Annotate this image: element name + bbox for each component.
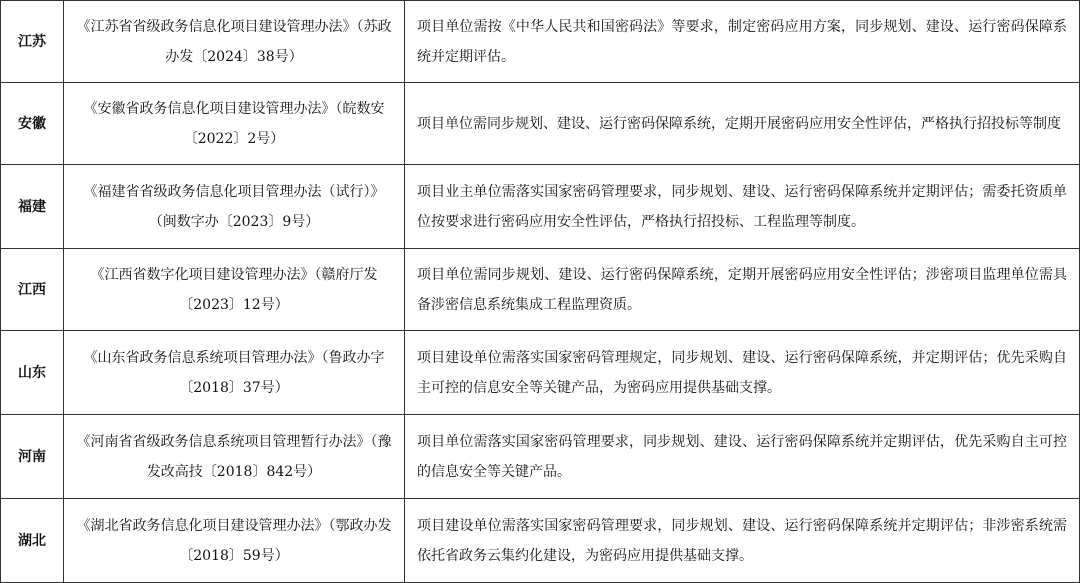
province-cell: 江西 [1,249,64,331]
requirement-cell: 项目单位需按《中华人民共和国密码法》等要求，制定密码应用方案，同步规划、建设、运行密码保障系统并定期评估。 [405,1,1080,83]
province-cell: 安徽 [1,83,64,165]
province-cell: 河南 [1,415,64,499]
law-cell: 《湖北省政务信息化项目建设管理办法》（鄂政办发〔2018〕59号） [64,499,405,583]
law-cell: 《江西省数字化项目建设管理办法》（赣府厅发〔2023〕12号） [64,249,405,331]
requirement-cell: 项目业主单位需落实国家密码管理要求，同步规划、建设、运行密码保障系统并定期评估；需委托资质单位按要求进行密码应用安全性评估，严格执行招投标、工程监理等制度。 [405,165,1080,249]
law-cell: 《河南省省级政务信息系统项目管理暂行办法》（豫发改高技〔2018〕842号） [64,415,405,499]
requirement-cell: 项目建设单位需落实国家密码管理规定，同步规划、建设、运行密码保障系统，并定期评估；优先采购自主可控的信息安全等关键产品，为密码应用提供基础支撑。 [405,331,1080,415]
province-cell: 湖北 [1,499,64,583]
requirement-cell: 项目单位需同步规划、建设、运行密码保障系统，定期开展密码应用安全性评估，严格执行招投标等制度 [405,83,1080,165]
province-cell: 福建 [1,165,64,249]
table-row [1,415,1080,499]
law-cell: 《山东省政务信息系统项目管理办法》（鲁政办字〔2018〕37号） [64,331,405,415]
table-row [1,83,1080,165]
law-cell: 《福建省省级政务信息化项目管理办法（试行）》（闽数字办〔2023〕9号） [64,165,405,249]
requirement-cell: 项目建设单位需落实国家密码管理要求，同步规划、建设、运行密码保障系统并定期评估；非涉密系统需依托省政务云集约化建设，为密码应用提供基础支撑。 [405,499,1080,583]
table-row [1,331,1080,415]
table-row [1,1,1080,83]
table-row [1,165,1080,249]
requirement-cell: 项目单位需落实国家密码管理要求，同步规划、建设、运行密码保障系统并定期评估，优先采购自主可控的信息安全等关键产品。 [405,415,1080,499]
province-cell: 山东 [1,331,64,415]
requirement-cell: 项目单位需同步规划、建设、运行密码保障系统，定期开展密码应用安全性评估；涉密项目监理单位需具备涉密信息系统集成工程监理资质。 [405,249,1080,331]
law-cell: 《江苏省省级政务信息化项目建设管理办法》（苏政办发〔2024〕38号） [64,1,405,83]
province-cell: 江苏 [1,1,64,83]
law-cell: 《安徽省政务信息化项目建设管理办法》（皖数安〔2022〕2号） [64,83,405,165]
table-row [1,499,1080,583]
table-row [1,249,1080,331]
